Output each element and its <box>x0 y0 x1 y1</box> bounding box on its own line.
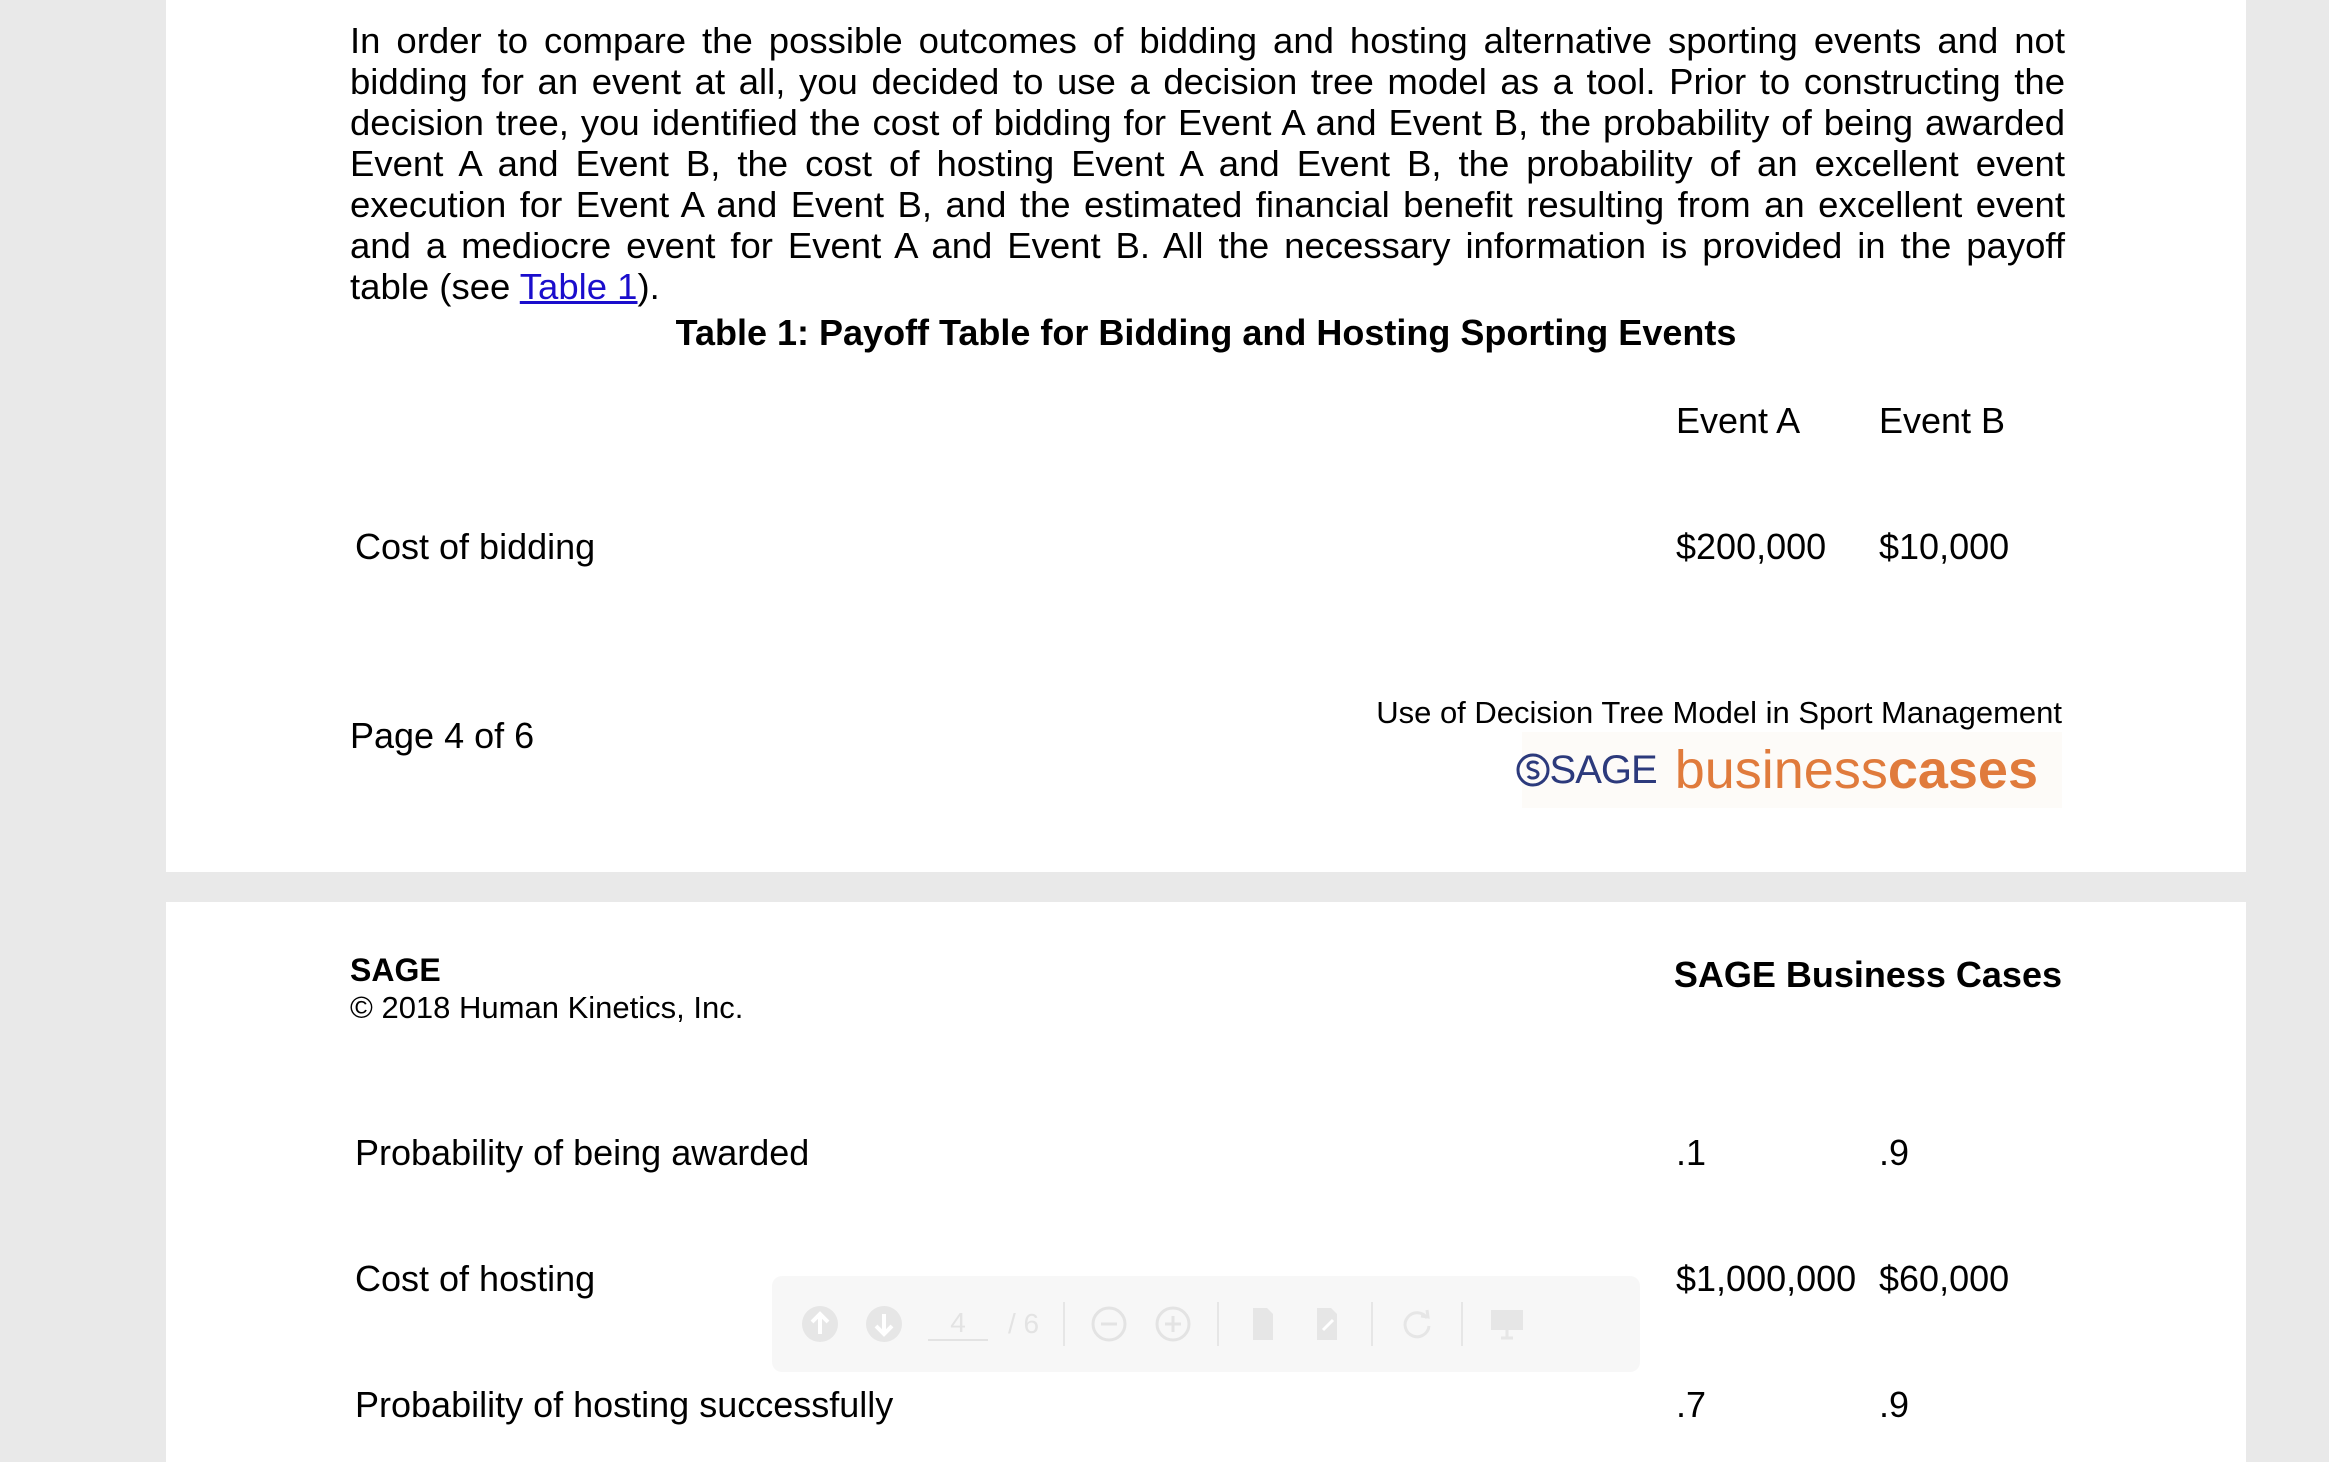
logo-business-text: business <box>1674 740 1888 800</box>
toolbar-divider <box>1371 1302 1373 1346</box>
cell-prob-awarded-b: .9 <box>1879 1132 1910 1173</box>
col-header-event-a: Event A <box>1676 400 1801 441</box>
row-label-prob-awarded: Probability of being awarded <box>355 1132 810 1173</box>
next-page-button[interactable] <box>864 1304 904 1344</box>
rotate-icon <box>1397 1304 1437 1344</box>
zoom-in-icon <box>1153 1304 1193 1344</box>
row-label-prob-hosting: Probability of hosting successfully <box>355 1384 894 1425</box>
sage-s-icon <box>1516 753 1550 787</box>
document-icon <box>1243 1304 1283 1344</box>
toolbar-divider <box>1217 1302 1219 1346</box>
sage-logo-mark <box>1516 748 1657 793</box>
table-1-link[interactable]: Table 1 <box>519 266 638 307</box>
sage-business-cases-logo <box>1522 732 2062 808</box>
total-pages: / 6 <box>1008 1308 1040 1339</box>
presentation-icon <box>1487 1304 1527 1344</box>
page-number-input[interactable]: 4 <box>928 1307 988 1341</box>
header-sage: SAGE <box>350 952 441 988</box>
col-header-event-b: Event B <box>1879 400 2006 441</box>
rotate-button[interactable] <box>1397 1304 1437 1344</box>
cell-cost-hosting-b: $60,000 <box>1879 1258 2010 1299</box>
arrow-down-icon <box>864 1304 904 1344</box>
zoom-out-icon <box>1089 1304 1129 1344</box>
header-sage-business-cases: SAGE Business Cases <box>1673 954 2062 995</box>
print-button[interactable] <box>1307 1304 1347 1344</box>
zoom-in-button[interactable] <box>1153 1304 1193 1344</box>
cell-cost-bidding-a: $200,000 <box>1676 526 1827 567</box>
table-title: Table 1: Payoff Table for Bidding and Hosting Sporting Events <box>675 312 1737 353</box>
paragraph-text: In order to compare the possible outcomes of bidding and hosting alternative sporting events and not bidding for an event at all, you decided to use a decision tree model as a tool. Prior to constructing the decision tree, you identified the cost of bidding for Event A and Event B, the probability of being awarded Event A and Event B, the cost of hosting Event A and Event B, the probability of an excellent event execution for Event A and Event B, and the estimated financial benefit resulting from an excellent event and a mediocre event for Event A and Event B. All the necessary information is provided in the payoff table (see <box>350 20 2065 307</box>
row-label-cost-hosting: Cost of hosting <box>355 1258 596 1299</box>
arrow-up-icon <box>800 1304 840 1344</box>
row-label-cost-bidding: Cost of bidding <box>355 526 596 567</box>
presentation-button[interactable] <box>1487 1304 1527 1344</box>
paragraph-end: ). <box>637 266 660 307</box>
pdf-viewer-toolbar <box>772 1276 1640 1372</box>
case-title: Use of Decision Tree Model in Sport Management <box>1376 695 2062 730</box>
toolbar-divider <box>1461 1302 1463 1346</box>
cell-cost-hosting-a: $1,000,000 <box>1676 1258 1857 1299</box>
header-copyright: © 2018 Human Kinetics, Inc. <box>350 990 744 1025</box>
cell-prob-hosting-b: .9 <box>1879 1384 1910 1425</box>
previous-page-button[interactable] <box>800 1304 840 1344</box>
sage-logo-text: SAGE <box>1549 747 1657 792</box>
document-export-icon <box>1307 1304 1347 1344</box>
cell-prob-awarded-a: .1 <box>1676 1132 1707 1173</box>
intro-paragraph <box>350 20 2065 307</box>
cell-cost-bidding-b: $10,000 <box>1879 526 2010 567</box>
cell-prob-hosting-a: .7 <box>1676 1384 1707 1425</box>
zoom-out-button[interactable] <box>1089 1304 1129 1344</box>
document-page-4 <box>166 0 2246 872</box>
page-number: Page 4 of 6 <box>350 715 535 756</box>
logo-cases-text: cases <box>1887 740 2038 800</box>
document-page-5 <box>166 902 2246 1462</box>
download-button[interactable] <box>1243 1304 1283 1344</box>
toolbar-divider <box>1063 1302 1065 1346</box>
